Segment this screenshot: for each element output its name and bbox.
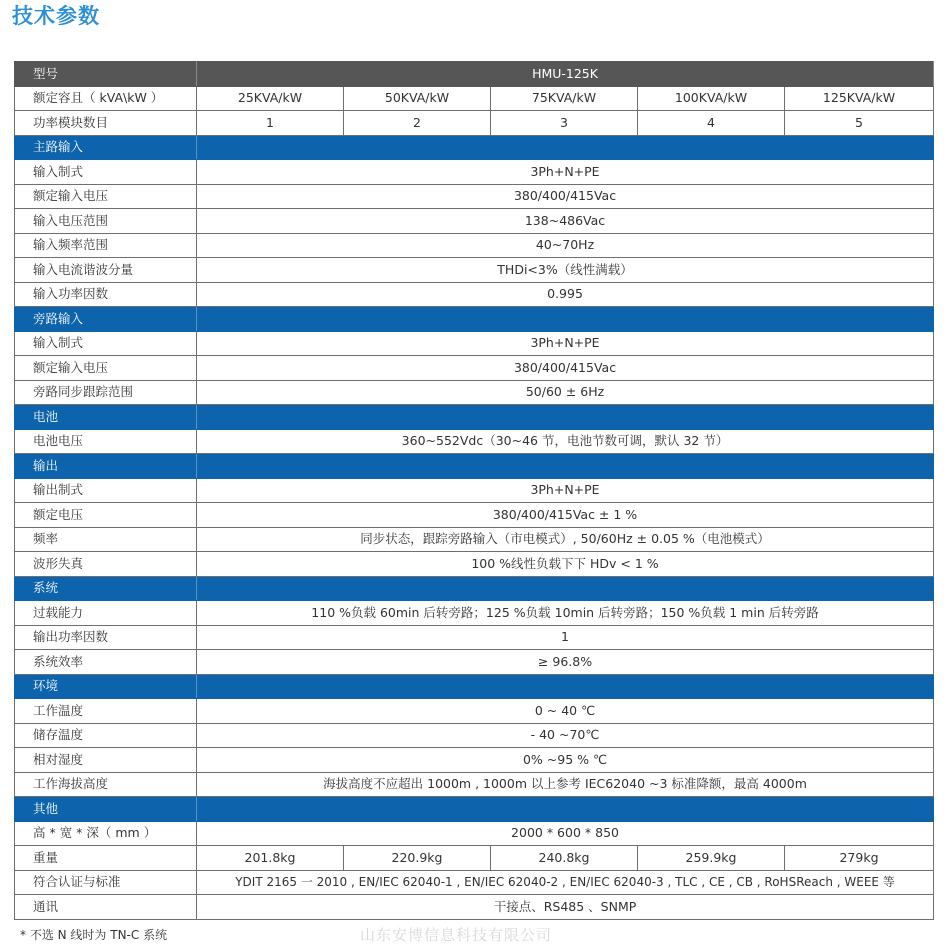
watermark: 山东安博信息科技有限公司 <box>360 926 553 944</box>
spec-row <box>15 380 934 405</box>
spec-value: 3Ph+N+PE <box>197 478 934 503</box>
spec-value: 2000 * 600 * 850 <box>197 821 934 846</box>
spec-label: 符合认证与标准 <box>15 870 197 895</box>
spec-row <box>15 184 934 209</box>
spec-row <box>15 772 934 797</box>
spec-label: 输入电压范围 <box>15 209 197 234</box>
spec-value: 3Ph+N+PE <box>197 331 934 356</box>
modules-cell: 2 <box>344 111 491 136</box>
capacity-cell: 125KVA/kW <box>785 86 934 111</box>
spec-row <box>15 160 934 185</box>
spec-label: 频率 <box>15 527 197 552</box>
spec-label: 输入频率范围 <box>15 233 197 258</box>
spec-row <box>15 503 934 528</box>
weight-cell: 240.8kg <box>491 846 638 871</box>
modules-label: 功率模块数目 <box>15 111 197 136</box>
spec-label: 旁路同步跟踪范围 <box>15 380 197 405</box>
section-battery <box>15 405 934 430</box>
spec-value: 1 <box>197 625 934 650</box>
spec-label: 输入制式 <box>15 160 197 185</box>
spec-value: 海拔高度不应超出 1000m , 1000m 以上参考 IEC62040 ~3 标准降额，最高 4000m <box>197 772 934 797</box>
spec-value: 0 ~ 40 ℃ <box>197 699 934 724</box>
spec-label: 输入制式 <box>15 331 197 356</box>
model-header-row <box>15 62 934 87</box>
spec-row <box>15 699 934 724</box>
spec-label: 高 * 宽 * 深（ mm ） <box>15 821 197 846</box>
spec-row <box>15 748 934 773</box>
section-title: 环境 <box>15 674 197 699</box>
spec-value: ≥ 96.8% <box>197 650 934 675</box>
spec-row <box>15 258 934 283</box>
spec-label: 储存温度 <box>15 723 197 748</box>
dimensions-row <box>15 821 934 846</box>
spec-row <box>15 356 934 381</box>
spec-label: 系统效率 <box>15 650 197 675</box>
spec-value: 138~486Vac <box>197 209 934 234</box>
page-title: 技术参数 <box>12 4 100 28</box>
spec-row <box>15 233 934 258</box>
spec-label: 输出功率因数 <box>15 625 197 650</box>
spec-value: 同步状态，跟踪旁路输入（市电模式）, 50/60Hz ± 0.05 %（电池模式） <box>197 527 934 552</box>
capacity-cell: 100KVA/kW <box>638 86 785 111</box>
spec-label: 输入功率因数 <box>15 282 197 307</box>
spec-row <box>15 552 934 577</box>
capacity-cell: 50KVA/kW <box>344 86 491 111</box>
spec-table <box>14 61 934 920</box>
weight-cell: 220.9kg <box>344 846 491 871</box>
spec-label: 过载能力 <box>15 601 197 626</box>
spec-label: 输出制式 <box>15 478 197 503</box>
spec-label: 工作海拔高度 <box>15 772 197 797</box>
section-title: 其他 <box>15 797 197 822</box>
spec-row <box>15 282 934 307</box>
spec-value: 110 %负载 60min 后转旁路；125 %负载 10min 后转旁路；150 %负载 1 min 后转旁路 <box>197 601 934 626</box>
spec-row <box>15 331 934 356</box>
spec-label: 输入电流谐波分量 <box>15 258 197 283</box>
model-label: 型号 <box>15 62 197 87</box>
spec-label: 通讯 <box>15 895 197 920</box>
spec-value: YDIT 2165 一 2010 , EN/IEC 62040-1 , EN/IEC 62040-2 , EN/IEC 62040-3 , TLC , CE , CB , RoHSReach , WEEE 等 <box>197 870 934 895</box>
section-bypass-input <box>15 307 934 332</box>
section-main-input <box>15 135 934 160</box>
spec-value: 100 %线性负载下下 HDv < 1 % <box>197 552 934 577</box>
weight-cell: 279kg <box>785 846 934 871</box>
spec-label: 波形失真 <box>15 552 197 577</box>
spec-value: 50/60 ± 6Hz <box>197 380 934 405</box>
spec-value: 0% ~95 % ℃ <box>197 748 934 773</box>
spec-row <box>15 209 934 234</box>
section-title: 电池 <box>15 405 197 430</box>
spec-row <box>15 478 934 503</box>
spec-row <box>15 429 934 454</box>
spec-value: 干接点、RS485 、SNMP <box>197 895 934 920</box>
spec-value: 380/400/415Vac <box>197 356 934 381</box>
spec-value: 360~552Vdc（30~46 节，电池节数可调，默认 32 节） <box>197 429 934 454</box>
spec-row <box>15 723 934 748</box>
spec-label: 额定输入电压 <box>15 184 197 209</box>
capacity-row <box>15 86 934 111</box>
section-output <box>15 454 934 479</box>
spec-label: 工作温度 <box>15 699 197 724</box>
section-other <box>15 797 934 822</box>
spec-row <box>15 601 934 626</box>
capacity-cell: 25KVA/kW <box>197 86 344 111</box>
spec-label: 额定电压 <box>15 503 197 528</box>
spec-label: 电池电压 <box>15 429 197 454</box>
modules-cell: 5 <box>785 111 934 136</box>
section-environment <box>15 674 934 699</box>
spec-value: THDi<3%（线性满载） <box>197 258 934 283</box>
spec-value: 380/400/415Vac ± 1 % <box>197 503 934 528</box>
section-title: 主路输入 <box>15 135 197 160</box>
spec-label: 额定输入电压 <box>15 356 197 381</box>
modules-cell: 1 <box>197 111 344 136</box>
modules-row <box>15 111 934 136</box>
spec-value: 3Ph+N+PE <box>197 160 934 185</box>
section-title: 系统 <box>15 576 197 601</box>
section-title: 旁路输入 <box>15 307 197 332</box>
weight-cell: 201.8kg <box>197 846 344 871</box>
footnote: * 不选 N 线时为 TN-C 系统 <box>20 928 168 942</box>
section-system <box>15 576 934 601</box>
section-title: 输出 <box>15 454 197 479</box>
spec-row <box>15 650 934 675</box>
capacity-label: 额定容且（ kVA\kW ） <box>15 86 197 111</box>
weight-cell: 259.9kg <box>638 846 785 871</box>
communication-row <box>15 895 934 920</box>
weight-row <box>15 846 934 871</box>
spec-value: 380/400/415Vac <box>197 184 934 209</box>
spec-value: - 40 ~70℃ <box>197 723 934 748</box>
spec-row <box>15 625 934 650</box>
model-value: HMU-125K <box>197 62 934 87</box>
modules-cell: 4 <box>638 111 785 136</box>
capacity-cell: 75KVA/kW <box>491 86 638 111</box>
spec-row <box>15 527 934 552</box>
weight-label: 重量 <box>15 846 197 871</box>
spec-value: 0.995 <box>197 282 934 307</box>
spec-value: 40~70Hz <box>197 233 934 258</box>
certification-row <box>15 870 934 895</box>
spec-label: 相对湿度 <box>15 748 197 773</box>
modules-cell: 3 <box>491 111 638 136</box>
